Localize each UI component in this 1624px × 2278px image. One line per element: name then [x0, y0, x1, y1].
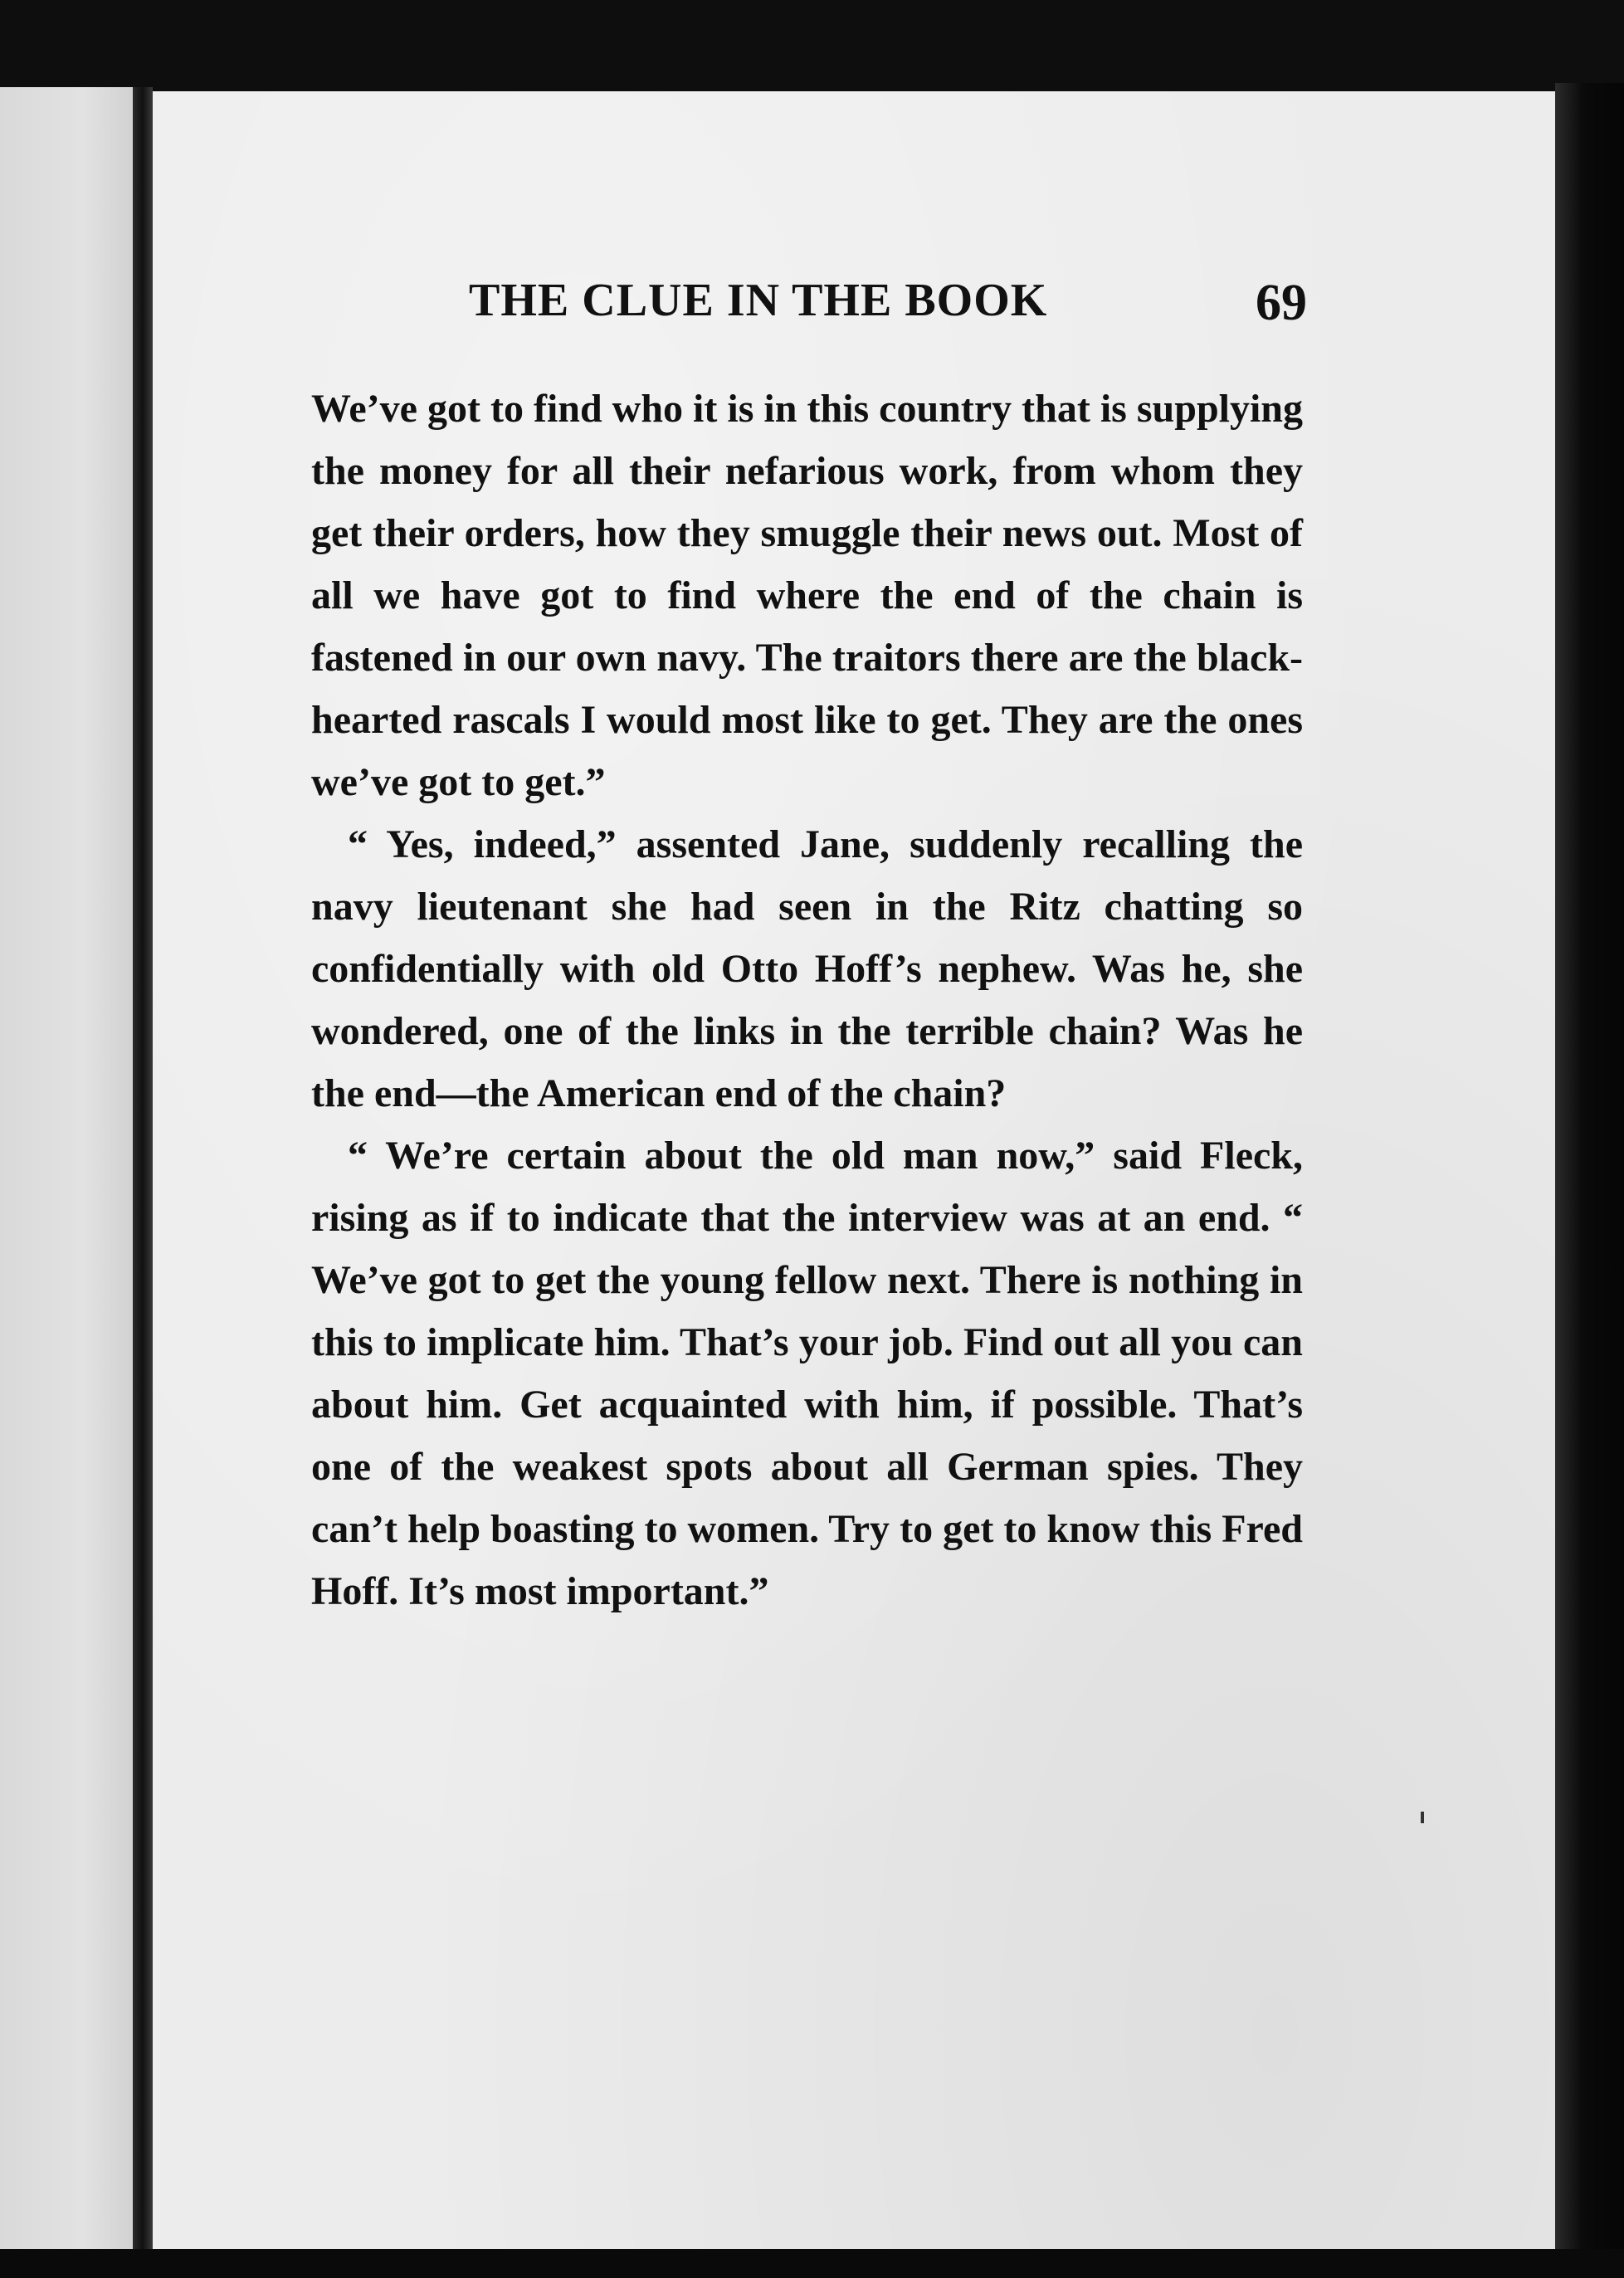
paragraph-1: We’ve got to find who it is in this country that is supplying the money for all their nefarious work, from whom they get their orders, how they smuggle their news out. Most of all we have got to find where the end of the chain is fastened in our own navy. The traitors there are the black-hearted rascals I would most like to get. They are the ones we’ve got to get.” — [311, 387, 1303, 804]
page-number: 69 — [1256, 275, 1307, 331]
binding-gutter — [133, 87, 153, 2266]
left-margin — [0, 87, 139, 2266]
running-title: THE CLUE IN THE BOOK — [469, 275, 1048, 326]
running-head — [311, 274, 1307, 357]
paragraph-3: “ We’re certain about the old man now,” said Fleck, rising as if to indicate that the interview was at an end. “ We’ve got to get the young fellow next. There is nothing in this to implicate him. That’s your job. Find out all you can about him. Get acquainted with him, if possible. That’s one of the weakest spots about all German spies. They can’t help boasting to women. Try to get to know this Fred Hoff. It’s most important.” — [311, 1134, 1303, 1613]
right-page-edge — [1555, 83, 1624, 2278]
paragraph-2: “ Yes, indeed,” assented Jane, suddenly recalling the navy lieutenant she had seen in the Ritz chatting so confidentially with old Otto Hoff’s nephew. Was he, she wondered, one of the links in the terrible chain? Was he the end—the American end of the chain? — [311, 822, 1303, 1115]
bottom-scan-edge — [0, 2249, 1624, 2278]
scan-speck — [1421, 1812, 1424, 1823]
body-text — [311, 378, 1303, 1622]
